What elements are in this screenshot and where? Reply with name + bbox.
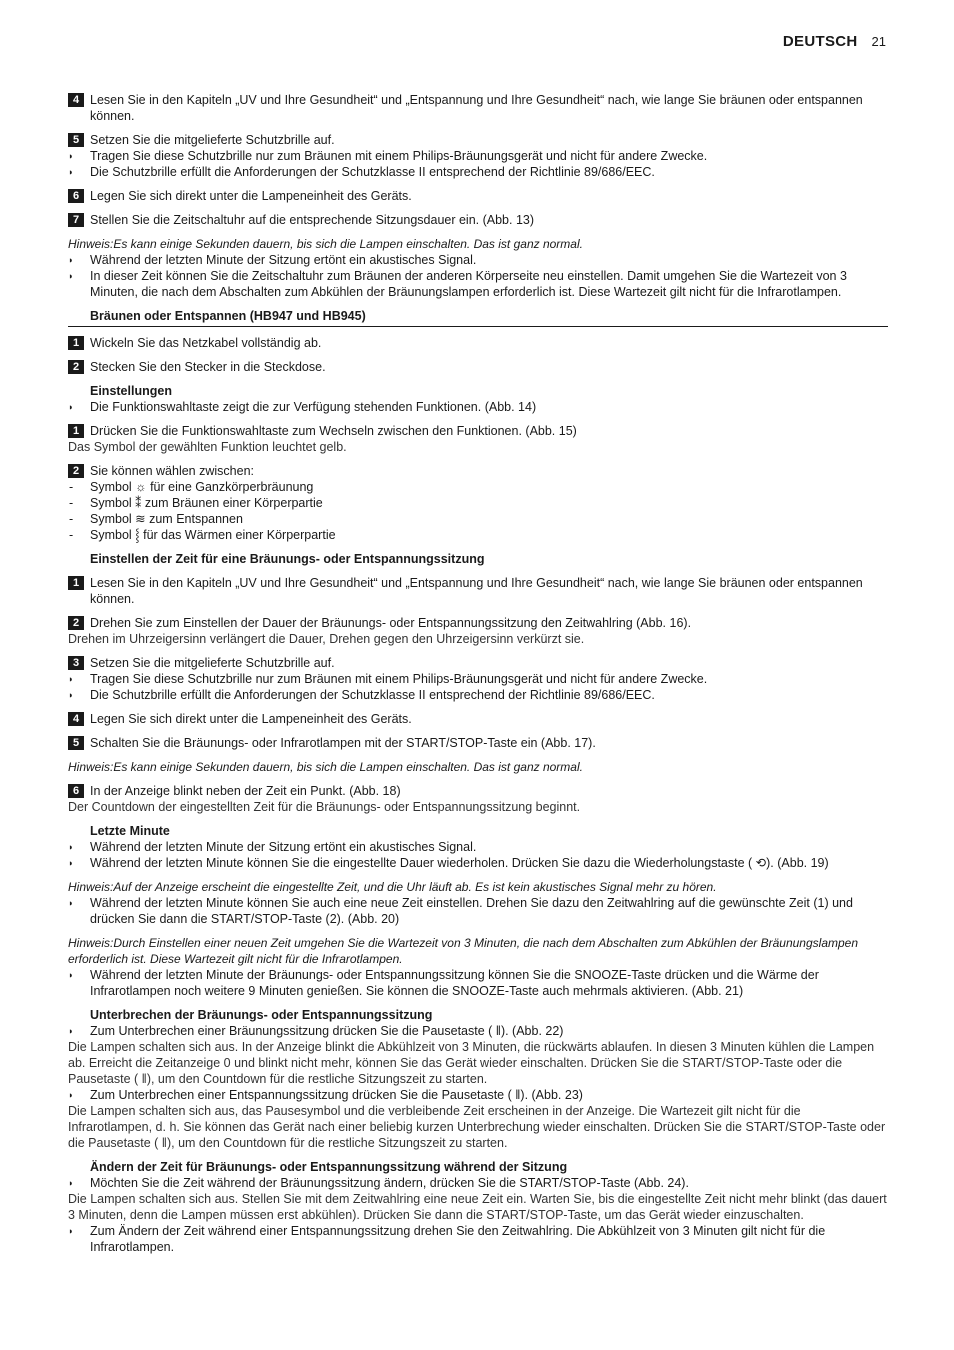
bullet-item [68,1223,888,1255]
note [68,935,888,967]
step-text: In der Anzeige blinkt neben der Zeit ein Punkt. (Abb. 18) [90,784,401,798]
bullet-item [68,268,888,300]
step-text: Wickeln Sie das Netzkabel vollständig ab. [90,336,322,350]
step-text: Schalten Sie die Bräunungs- oder Infrarotlampen mit der START/STOP-Taste ein (Abb. 17). [90,736,596,750]
bullet-text: Während der letzten Minute der Sitzung ertönt ein akustisches Signal. [90,253,477,267]
step-item [68,575,888,607]
bullet-text: Tragen Sie diese Schutzbrille nur zum Bräunen mit einem Philips-Bräunungsgerät und nicht für andere Zwecke. [90,149,708,163]
heading-text: Letzte Minute [90,824,170,838]
bullet-text: Möchten Sie die Zeit während der Bräunungssitzung ändern, drücken Sie die START/STOP-Taste (Abb. 24). [90,1176,689,1190]
dash-item [68,527,888,543]
step-text: Drehen Sie zum Einstellen der Dauer der Bräunungs- oder Entspannungssitzung den Zeitwahlring (Abb. 16). [90,616,692,630]
note-text: Hinweis:Durch Einstellen einer neuen Zeit umgehen Sie die Wartezeit von 3 Minuten, die nach dem Abschalten zum Abkühlen der Bräunungslampen erforderlich ist. Diese Wartezeit gilt nicht für die Infrarotlampen. [68,936,859,966]
paragraph [68,1039,888,1087]
step-item [68,615,888,631]
bullet-item [68,839,888,855]
step-text: Legen Sie sich direkt unter die Lampeneinheit des Geräts. [90,189,412,203]
step-text: Sie können wählen zwischen: [90,464,254,478]
heading-text: Bräunen oder Entspannen (HB947 und HB945) [90,309,366,323]
note [68,236,888,252]
paragraph-text: Drehen im Uhrzeigersinn verlängert die Dauer, Drehen gegen den Uhrzeigersinn verkürzt sie. [68,632,585,646]
bullet-text: Während der letzten Minute können Sie die eingestellte Dauer wiederholen. Drücken Sie dazu die Wiederholungstaste ( ⟲). (Abb. 19) [90,856,829,870]
step-text: Legen Sie sich direkt unter die Lampeneinheit des Geräts. [90,712,412,726]
bullet-text: Zum Unterbrechen einer Bräunungssitzung drücken Sie die Pausetaste ( ǁ). (Abb. 22) [90,1024,564,1038]
note-text: Hinweis:Auf der Anzeige erscheint die eingestellte Zeit, und die Uhr läuft ab. Es ist kein akustisches Signal mehr zu hören. [68,880,717,894]
bullet-item [68,1175,888,1191]
bullet-item [68,148,888,164]
dash-item [68,495,888,511]
note-text: Hinweis:Es kann einige Sekunden dauern, bis sich die Lampen einschalten. Das ist ganz normal. [68,237,583,251]
step-text: Lesen Sie in den Kapiteln „UV und Ihre Gesundheit“ und „Entspannung und Ihre Gesundheit“ nach, wie lange Sie bräunen oder entspannen können. [90,93,863,123]
heading-text: Ändern der Zeit für Bräunungs- oder Entspannungssitzung während der Sitzung [90,1160,568,1174]
language-label: DEUTSCH [782,33,858,50]
bullet-item [68,967,888,999]
paragraph-text: Die Lampen schalten sich aus, das Pausesymbol und die verbleibende Zeit erscheinen in der Anzeige. Die Wartezeit gilt nicht für die Infrarotlampen, d. h. Sie können das Gerät nach einer beliebig kurzen Unterbrechung wieder einschalten. Drücken Sie die START/STOP-Taste oder die Pausetaste ( ǁ), um den Countdown für die restliche Sitzungszeit zu starten. [68,1104,886,1150]
step-item [68,212,888,228]
step-item [68,783,888,799]
step-item [68,735,888,751]
step-number: 2 [68,616,84,630]
bullet-text: Die Funktionswahltaste zeigt die zur Verfügung stehenden Funktionen. (Abb. 14) [90,400,537,414]
paragraph-text: Die Lampen schalten sich aus. Stellen Sie mit dem Zeitwahlring eine neue Zeit ein. Warten Sie, bis die eingestellte Zeit nicht mehr blinkt (das dauert 3 Minuten, denn die Lampen müssen erst abkühlen). Drücken Sie dann die START/STOP-Taste, um das Gerät wieder einzuschalten. [68,1192,887,1222]
step-number: 6 [68,189,84,203]
step-text: Stellen Sie die Zeitschaltuhr auf die entsprechende Sitzungsdauer ein. (Abb. 13) [90,213,535,227]
section-heading [68,823,888,839]
step-item [68,188,888,204]
step-number: 1 [68,336,84,350]
step-number: 7 [68,213,84,227]
bullet-item [68,164,888,180]
bullet-text: Tragen Sie diese Schutzbrille nur zum Bräunen mit einem Philips-Bräunungsgerät und nicht für andere Zwecke. [90,672,708,686]
step-number: 2 [68,360,84,374]
dash-item [68,479,888,495]
dash-text: Symbol ⁑ zum Bräunen einer Körperpartie [90,496,323,510]
step-number: 4 [68,712,84,726]
step-item [68,92,888,124]
section-heading [68,308,888,327]
dash-item [68,511,888,527]
step-item [68,132,888,148]
step-item [68,655,888,671]
page-header [783,33,886,50]
step-number: 6 [68,784,84,798]
step-item [68,463,888,479]
bullet-item [68,687,888,703]
bullet-text: In dieser Zeit können Sie die Zeitschaltuhr zum Bräunen der anderen Körperseite neu einstellen. Damit umgehen Sie die Wartezeit von 3 Minuten, die nach dem Abschalten zum Abkühlen der Bräunungslampen erforderlich ist. Diese Wartezeit gilt nicht für die Infrarotlampen. [90,269,847,299]
step-text: Stecken Sie den Stecker in die Steckdose. [90,360,326,374]
dash-text: Symbol ≋ zum Entspannen [90,512,243,526]
bullet-text: Die Schutzbrille erfüllt die Anforderungen der Schutzklasse II entsprechend der Richtlinie 89/686/EEC. [90,165,655,179]
step-item [68,423,888,439]
manual-content [68,92,888,1255]
step-number: 5 [68,133,84,147]
step-item [68,335,888,351]
step-item [68,359,888,375]
step-number: 2 [68,464,84,478]
step-text: Lesen Sie in den Kapiteln „UV und Ihre Gesundheit“ und „Entspannung und Ihre Gesundheit“ nach, wie lange Sie bräunen oder entspannen können. [90,576,863,606]
dash-text: Symbol ⸾ für das Wärmen einer Körperpartie [90,528,336,542]
heading-text: Einstellungen [90,384,172,398]
bullet-text: Während der letzten Minute können Sie auch eine neue Zeit einstellen. Drehen Sie dazu den Zeitwahlring auf die gewünschte Zeit (1) und drücken Sie dann die START/STOP-Taste (2). (Abb. 20) [90,896,853,926]
bullet-item [68,1087,888,1103]
bullet-item [68,1023,888,1039]
dash-text: Symbol ☼ für eine Ganzkörperbräunung [90,480,314,494]
step-text: Drücken Sie die Funktionswahltaste zum Wechseln zwischen den Funktionen. (Abb. 15) [90,424,577,438]
paragraph [68,1191,888,1223]
paragraph [68,799,888,815]
paragraph [68,631,888,647]
paragraph [68,439,888,455]
step-number: 3 [68,656,84,670]
paragraph-text: Die Lampen schalten sich aus. In der Anzeige blinkt die Abkühlzeit von 3 Minuten, die rückwärts ablaufen. In diesen 3 Minuten kühlen die Lampen ab. Erreicht die Zeitanzeige 0 und blinkt nicht mehr, können Sie das Gerät wieder einschalten. Drücken Sie die START/STOP-Taste oder die Pausetaste ( ǁ), um den Countdown für die restliche Sitzungszeit zu starten. [68,1040,875,1086]
step-number: 4 [68,93,84,107]
note [68,759,888,775]
step-number: 1 [68,576,84,590]
bullet-text: Zum Ändern der Zeit während einer Entspannungssitzung drehen Sie den Zeitwahlring. Die Abkühlzeit von 3 Minuten gilt nicht für die Infrarotlampen. [90,1224,826,1254]
bullet-item [68,895,888,927]
step-text: Setzen Sie die mitgelieferte Schutzbrille auf. [90,656,335,670]
paragraph [68,1103,888,1151]
step-number: 1 [68,424,84,438]
bullet-text: Während der letzten Minute der Bräunungs- oder Entspannungssitzung können Sie die SNOOZE-Taste drücken und die Wärme der Infrarotlampen noch weitere 9 Minuten genießen. Sie können die SNOOZE-Taste auch mehrmals aktivieren. (Abb. 21) [90,968,819,998]
heading-text: Einstellen der Zeit für eine Bräunungs- oder Entspannungssitzung [90,552,485,566]
step-text: Setzen Sie die mitgelieferte Schutzbrille auf. [90,133,335,147]
note [68,879,888,895]
bullet-item [68,252,888,268]
paragraph-text: Der Countdown der eingestellten Zeit für die Bräunungs- oder Entspannungssitzung beginnt. [68,800,581,814]
bullet-item [68,671,888,687]
bullet-item [68,399,888,415]
section-heading [68,551,888,567]
section-heading [68,383,888,399]
bullet-text: Die Schutzbrille erfüllt die Anforderungen der Schutzklasse II entsprechend der Richtlinie 89/686/EEC. [90,688,655,702]
step-item [68,711,888,727]
section-heading [68,1007,888,1023]
step-number: 5 [68,736,84,750]
bullet-item [68,855,888,871]
bullet-text: Zum Unterbrechen einer Entspannungssitzung drücken Sie die Pausetaste ( ǁ). (Abb. 23) [90,1088,583,1102]
paragraph-text: Das Symbol der gewählten Funktion leuchtet gelb. [68,440,347,454]
section-heading [68,1159,888,1175]
bullet-text: Während der letzten Minute der Sitzung ertönt ein akustisches Signal. [90,840,477,854]
page-number: 21 [871,34,886,49]
note-text: Hinweis:Es kann einige Sekunden dauern, bis sich die Lampen einschalten. Das ist ganz normal. [68,760,583,774]
heading-text: Unterbrechen der Bräunungs- oder Entspannungssitzung [90,1008,433,1022]
